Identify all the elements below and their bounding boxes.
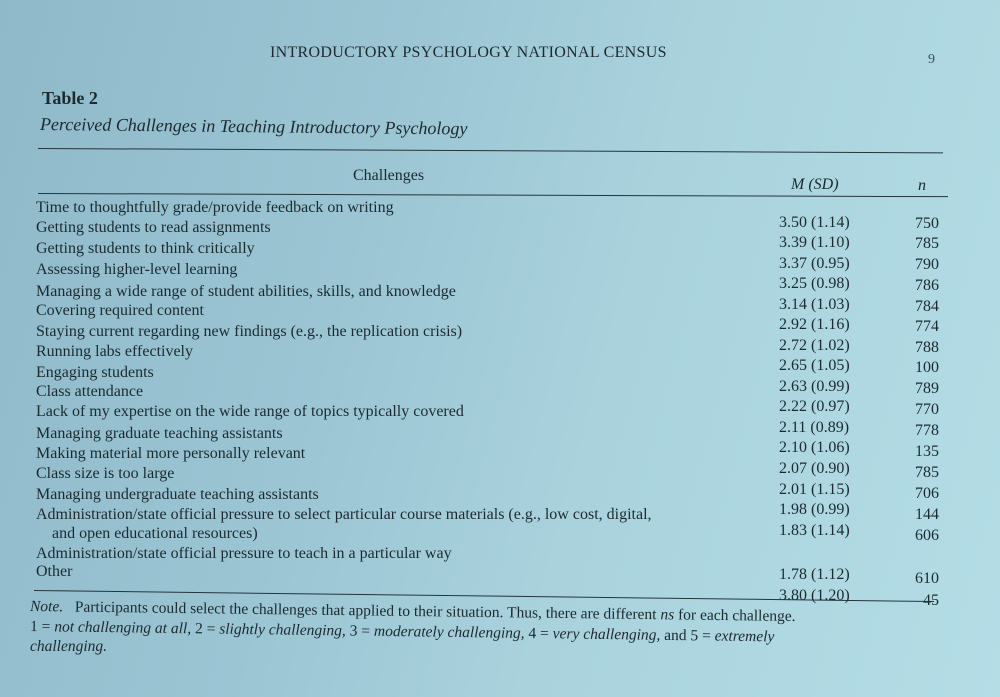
running-head: INTRODUCTORY PSYCHOLOGY NATIONAL CENSUS: [270, 44, 667, 61]
table-cell-msd: 2.65 (1.05): [779, 357, 850, 374]
table-row-label: Administration/state official pressure to teach in a particular way: [36, 545, 452, 562]
col-head-msd: M (SD): [791, 176, 839, 193]
table-cell-msd: 3.39 (1.10): [779, 234, 850, 251]
table-row-label: Class size is too large: [36, 465, 175, 482]
table-cell-msd: 2.22 (0.97): [779, 398, 850, 415]
table-cell-msd: 3.50 (1.14): [779, 214, 850, 231]
col-head-challenges: Challenges: [353, 167, 425, 184]
table-cell-msd: 3.80 (1.20): [779, 587, 850, 604]
table-cell-n: 45: [923, 592, 939, 609]
note-text: Participants could select the challenges that applied to their situation. Thus, there are different: [74, 598, 657, 624]
note-label: Note.: [29, 598, 64, 616]
table-title: Perceived Challenges in Teaching Introductory Psychology: [39, 114, 468, 139]
table-row-label-continued: and open educational resources): [52, 525, 258, 542]
note-ns: ns: [660, 606, 675, 624]
table-cell-n: 784: [915, 298, 939, 315]
table-row-label: Assessing higher-level learning: [36, 261, 238, 278]
table-cell-n: 144: [915, 506, 939, 523]
table-row-label: Getting students to read assignments: [36, 219, 271, 236]
table-cell-n: 770: [915, 401, 939, 418]
table-cell-msd: 3.14 (1.03): [779, 296, 850, 313]
table-cell-n: 100: [915, 359, 939, 376]
table-cell-msd: 1.83 (1.14): [779, 522, 850, 539]
note-text-end: for each challenge.: [677, 606, 796, 626]
note-scale-prefix: and 5 =: [664, 626, 711, 645]
table-cell-n: 778: [915, 422, 939, 439]
table-row-label: Other: [36, 563, 73, 580]
table-cell-n: 774: [915, 318, 939, 335]
table-cell-msd: 2.63 (0.99): [779, 378, 850, 395]
table-cell-msd: 2.92 (1.16): [779, 316, 850, 333]
top-rule: [38, 148, 943, 153]
note-scale-prefix: 4 =: [528, 624, 549, 643]
note-scale-prefix: 3 =: [349, 622, 371, 640]
table-row-label: Engaging students: [36, 364, 154, 381]
table-cell-n: 785: [915, 235, 939, 252]
table-cell-n: 788: [915, 339, 939, 356]
table-cell-n: 610: [915, 570, 939, 587]
table-row-label: Managing a wide range of student abilities, skills, and knowledge: [36, 283, 456, 300]
note-scale-1: not challenging at all,: [54, 618, 192, 638]
table-note-line-3: [30, 638, 107, 656]
note-scale-4: very challenging,: [552, 625, 661, 644]
table-cell-msd: 1.78 (1.12): [779, 566, 850, 583]
table-row-label: Class attendance: [36, 383, 144, 400]
table-row-label: Administration/state official pressure to select particular course materials (e.g., low cost, digital,: [36, 506, 652, 523]
table-cell-msd: 2.72 (1.02): [779, 337, 850, 354]
table-row-label: Time to thoughtfully grade/provide feedback on writing: [36, 199, 394, 216]
col-head-n: n: [918, 177, 926, 194]
note-scale-prefix: 2 =: [194, 620, 216, 638]
table-cell-n: 790: [915, 256, 939, 273]
table-cell-msd: 2.10 (1.06): [779, 439, 850, 456]
table-row-label: Making material more personally relevant: [36, 445, 306, 462]
table-cell-msd: 2.11 (0.89): [779, 419, 850, 436]
table-cell-msd: 3.25 (0.98): [779, 275, 850, 292]
table-row-label: Staying current regarding new findings (e.g., the replication crisis): [36, 323, 463, 340]
table-row-label: Getting students to think critically: [36, 240, 255, 257]
note-scale-prefix: 1 =: [29, 618, 51, 636]
page-number: 9: [928, 52, 935, 67]
table-row-label: Managing graduate teaching assistants: [36, 425, 283, 442]
table-cell-n: 606: [915, 527, 939, 544]
table-row-label: Managing undergraduate teaching assistants: [36, 486, 319, 503]
table-row-label: Lack of my expertise on the wide range of topics typically covered: [36, 403, 464, 420]
table-cell-msd: 3.37 (0.95): [779, 255, 850, 272]
note-scale-2: slightly challenging,: [219, 620, 346, 640]
table-cell-n: 786: [915, 277, 939, 294]
table-cell-n: 750: [915, 215, 939, 232]
table-cell-msd: 2.01 (1.15): [779, 481, 850, 498]
table-cell-n: 135: [915, 443, 939, 460]
table-cell-n: 785: [915, 464, 939, 481]
table-cell-n: 706: [915, 485, 939, 502]
table-row-label: Running labs effectively: [36, 343, 193, 360]
table-label: Table 2: [42, 88, 98, 108]
table-cell-msd: 2.07 (0.90): [779, 460, 850, 477]
table-cell-n: 789: [915, 380, 939, 397]
note-scale-5-end: challenging.: [30, 638, 108, 655]
table-cell-msd: 1.98 (0.99): [779, 501, 850, 518]
note-scale-3: moderately challenging,: [373, 622, 525, 642]
table-row-label: Covering required content: [36, 302, 204, 319]
note-scale-5: extremely: [714, 627, 775, 646]
